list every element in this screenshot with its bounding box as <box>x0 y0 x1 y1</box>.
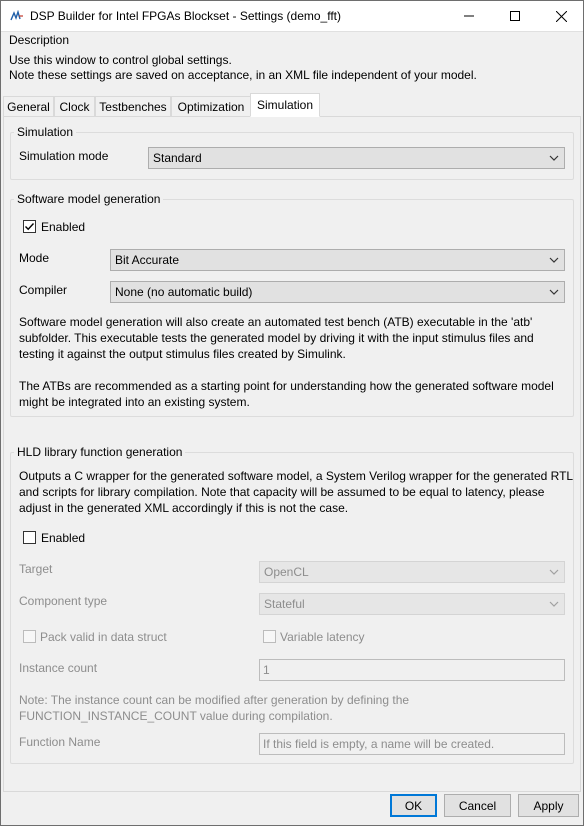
maximize-icon <box>510 11 520 21</box>
pack-valid-checkbox[interactable] <box>23 630 36 643</box>
target-select[interactable] <box>259 561 565 583</box>
instance-count-input[interactable] <box>259 659 565 681</box>
cancel-button-label: Cancel <box>458 798 497 813</box>
chevron-down-icon <box>549 153 559 163</box>
chevron-down-icon <box>549 255 559 265</box>
function-name-label: Function Name <box>19 735 101 749</box>
hld-enabled-checkbox[interactable] <box>23 531 36 544</box>
tab-testbenches-label: Testbenches <box>99 100 167 114</box>
atb-desc-line-2: might be integrated into an existing system. <box>19 395 250 409</box>
function-name-input[interactable] <box>259 733 565 755</box>
tab-clock[interactable] <box>54 96 95 117</box>
hld-desc-line-1: Outputs a C wrapper for the generated software model, a System Verilog wrapper for the generated RTL <box>19 469 574 483</box>
cancel-button[interactable] <box>444 794 511 817</box>
software-model-desc-line-1: Software model generation will also create an automated test bench (ATB) executable in the 'atb' <box>19 315 533 329</box>
instance-count-note <box>19 692 409 724</box>
software-mode-value: Bit Accurate <box>115 253 180 267</box>
component-type-value: Stateful <box>264 597 305 611</box>
software-model-enabled-checkbox[interactable] <box>23 220 36 233</box>
maximize-button[interactable] <box>492 0 538 32</box>
component-type-label: Component type <box>19 594 108 608</box>
ok-button[interactable] <box>390 794 437 817</box>
apply-button[interactable] <box>518 794 579 817</box>
simulation-mode-select[interactable] <box>148 147 565 169</box>
software-model-description <box>19 314 534 362</box>
minimize-button[interactable] <box>446 0 492 32</box>
dsp-builder-icon <box>10 10 24 22</box>
apply-button-label: Apply <box>533 798 564 813</box>
chevron-down-icon <box>549 567 559 577</box>
description-line-1: Use this window to control global settings. <box>9 53 232 67</box>
chevron-down-icon <box>549 599 559 609</box>
function-name-placeholder: If this field is empty, a name will be created. <box>263 737 495 751</box>
hld-group-title: HLD library function generation <box>14 445 185 459</box>
hld-desc-line-3: adjust in the generated XML accordingly if this is not the case. <box>19 501 349 515</box>
hld-enabled-label: Enabled <box>41 531 86 545</box>
instance-count-note-line-1: Note: The instance count can be modified after generation by defining the <box>19 693 410 707</box>
tab-simulation-label: Simulation <box>256 98 314 112</box>
tab-optimization[interactable] <box>171 96 251 117</box>
atb-desc-line-1: The ATBs are recommended as a starting point for understanding how the generated software model <box>19 379 554 393</box>
target-label: Target <box>19 562 53 576</box>
hld-description <box>19 468 573 516</box>
software-model-desc-line-3: testing it against the output stimulus files created by Simulink. <box>19 347 346 361</box>
compiler-value: None (no automatic build) <box>115 285 253 299</box>
software-model-desc-line-2: subfolder. This executable tests the generated model by driving it with the input stimulus files and <box>19 331 534 345</box>
component-type-select[interactable] <box>259 593 565 615</box>
instance-count-value: 1 <box>263 663 270 677</box>
chevron-down-icon <box>549 287 559 297</box>
close-icon <box>556 11 567 22</box>
minimize-icon <box>464 11 474 21</box>
title-bar <box>0 0 584 32</box>
simulation-mode-label: Simulation mode <box>19 149 109 163</box>
ok-button-label: OK <box>404 798 423 813</box>
compiler-label: Compiler <box>19 283 68 297</box>
description-line-2: Note these settings are saved on acceptance, in an XML file independent of your model. <box>9 68 477 82</box>
simulation-group-title: Simulation <box>14 125 76 139</box>
software-mode-select[interactable] <box>110 249 565 271</box>
tab-general[interactable] <box>3 96 54 117</box>
software-model-group-title: Software model generation <box>14 192 163 206</box>
instance-count-note-line-2: FUNCTION_INSTANCE_COUNT value during compilation. <box>19 709 333 723</box>
tab-general-label: General <box>7 100 50 114</box>
hld-desc-line-2: and scripts for library compilation. Note that capacity will be assumed to be equal to latency, please <box>19 485 545 499</box>
variable-latency-label: Variable latency <box>280 630 365 644</box>
pack-valid-label: Pack valid in data struct <box>40 630 167 644</box>
software-model-enabled-label: Enabled <box>41 220 86 234</box>
tab-testbenches[interactable] <box>95 96 171 117</box>
tab-simulation[interactable] <box>250 93 320 117</box>
instance-count-label: Instance count <box>19 661 98 675</box>
target-value: OpenCL <box>264 565 309 579</box>
description-label: Description <box>9 33 70 47</box>
simulation-mode-value: Standard <box>153 151 202 165</box>
atb-description <box>19 378 554 410</box>
tab-clock-label: Clock <box>59 100 90 114</box>
software-mode-label: Mode <box>19 251 50 265</box>
window-title: DSP Builder for Intel FPGAs Blockset - Settings (demo_fft) <box>30 9 342 23</box>
tab-optimization-label: Optimization <box>177 100 245 114</box>
close-button[interactable] <box>538 0 584 32</box>
compiler-select[interactable] <box>110 281 565 303</box>
variable-latency-checkbox[interactable] <box>263 630 276 643</box>
checkmark-icon <box>24 221 35 232</box>
